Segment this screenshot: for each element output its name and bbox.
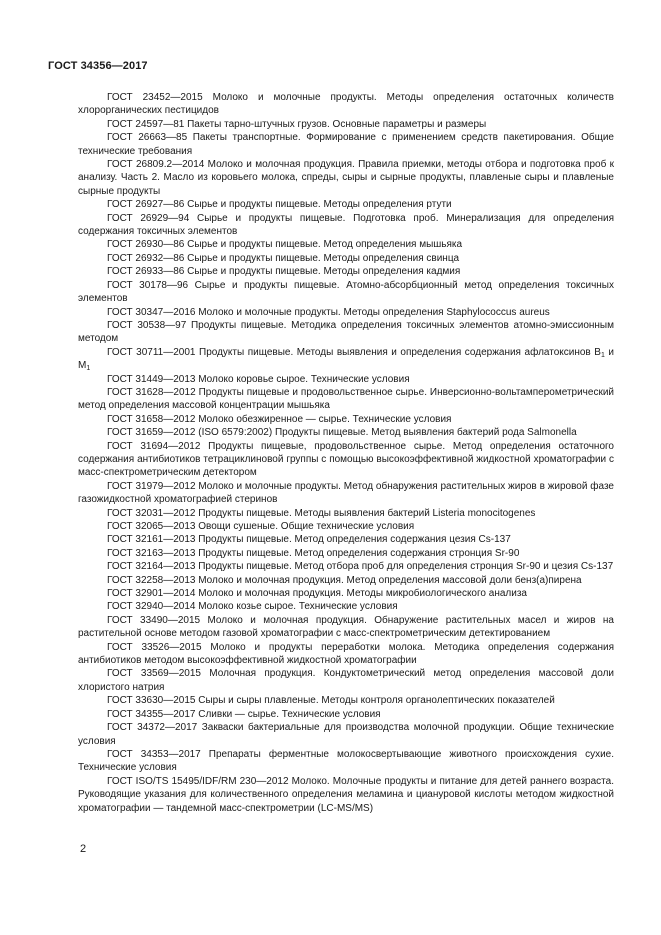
reference-item: ГОСТ 34372—2017 Закваски бактериальные для производства молочной продукции. Общие технические условия — [78, 722, 614, 747]
subscript-2: 1 — [86, 365, 91, 373]
reference-text: ГОСТ 30711—2001 Продукты пищевые. Методы выявления и определения содержания афлатоксинов B — [107, 346, 601, 358]
page-number: 2 — [80, 843, 87, 855]
reference-item: ГОСТ 33630—2015 Сыры и сыры плавленые. Методы контроля органолептических показателей — [107, 695, 555, 707]
reference-item: ГОСТ 31628—2012 Продукты пищевые и продовольственное сырье. Инверсионно-вольтамперометрический метод определения массовой концентрации мышьяка — [78, 386, 614, 412]
reference-item: ГОСТ 26663—85 Пакеты транспортные. Формирование с применением средств пакетирования. Общие технические требования — [78, 132, 614, 157]
reference-item: ГОСТ 24597—81 Пакеты тарно-штучных грузов. Основные параметры и размеры — [107, 118, 487, 130]
reference-item: ГОСТ 32940—2014 Молоко козье сырое. Технические условия — [107, 601, 398, 613]
reference-item: ГОСТ 23452—2015 Молоко и молочные продукты. Методы определения остаточных количеств хлорорганических пестицидов — [78, 92, 614, 117]
subscript-1: 1 — [600, 351, 605, 359]
reference-item: ГОСТ 33490—2015 Молоко и молочная продукция. Обнаружение растительных масел и жиров на растительной основе методом газовой хроматографии с масс-спектрометрическим детектированием — [78, 614, 614, 640]
reference-item: ГОСТ 30347—2016 Молоко и молочные продукты. Методы определения Staphylococcus aureus — [107, 306, 550, 318]
reference-item: ГОСТ 31659—2012 (ISO 6579:2002) Продукты пищевые. Метод выявления бактерий рода Salmonella — [107, 427, 577, 439]
document-header: ГОСТ 34356—2017 — [48, 60, 148, 72]
reference-item: ГОСТ 32161—2013 Продукты пищевые. Метод определения содержания цезия Cs-137 — [107, 534, 511, 546]
reference-item: ГОСТ 32901—2014 Молоко и молочная продукция. Методы микробиологического анализа — [107, 588, 527, 600]
reference-item: ГОСТ 33526—2015 Молоко и продукты переработки молока. Методика определения содержания антибиотиков методом высокоэффективной жидкостной хроматографии — [78, 641, 614, 667]
reference-item: ГОСТ 33569—2015 Молочная продукция. Кондуктометрический метод определения массовой доли хлористого натрия — [78, 668, 614, 693]
reference-item: ГОСТ 32065—2013 Овощи сушеные. Общие технические условия — [107, 521, 415, 532]
reference-item: ГОСТ 26809.2—2014 Молоко и молочная продукция. Правила приемки, методы отбора и подготовка проб к анализу. Часть 2. Масло из коровьего молока, спреды, сыры и сырные продукты, плавленые сыры и плавленые сырные продукты — [78, 159, 614, 197]
reference-item: ГОСТ 32164—2013 Продукты пищевые. Метод отбора проб для определения стронция Sr-90 и цезия Cs-137 — [107, 561, 614, 573]
reference-item: ГОСТ 26932—86 Сырье и продукты пищевые. Методы определения свинца — [107, 252, 460, 264]
reference-item: ГОСТ 31694—2012 Продукты пищевые, продовольственное сырье. Метод определения остаточного содержания антибиотиков тетрациклиновой группы с помощью высокоэффективной жидкостной хроматографии с масс-спектрометрическим детектором — [78, 440, 614, 479]
references-list — [78, 91, 614, 815]
reference-item: ГОСТ 31658—2012 Молоко обезжиренное — сырье. Технические условия — [107, 413, 452, 425]
reference-item: ГОСТ 32258—2013 Молоко и молочная продукция. Метод определения массовой доли бенз(а)пирена — [107, 574, 582, 586]
reference-item: ГОСТ 32031—2012 Продукты пищевые. Методы выявления бактерий Listeria monocitogenes — [107, 507, 536, 519]
reference-item: ГОСТ 31449—2013 Молоко коровье сырое. Технические условия — [107, 373, 410, 385]
reference-item: ГОСТ 30538—97 Продукты пищевые. Методика определения токсичных элементов атомно-эмиссионным методом — [78, 319, 614, 345]
reference-item: ГОСТ 26930—86 Сырье и продукты пищевые. Метод определения мышьяка — [107, 239, 463, 251]
reference-item: ГОСТ 30178—96 Сырье и продукты пищевые. Атомно-абсорбционный метод определения токсичных элементов — [78, 279, 614, 305]
reference-text-and: и M — [78, 346, 614, 372]
reference-item: ГОСТ 32163—2013 Продукты пищевые. Метод определения содержания стронция Sr-90 — [107, 547, 520, 559]
reference-item: ГОСТ 31979—2012 Молоко и молочные продукты. Метод обнаружения растительных жиров в жировой фазе газожидкостной хроматографией стеринов — [78, 480, 614, 506]
reference-item-aflatoxins — [78, 346, 614, 373]
reference-item: ГОСТ 26929—94 Сырье и продукты пищевые. Подготовка проб. Минерализация для определения содержания токсичных элементов — [78, 212, 614, 238]
reference-item: ГОСТ ISO/TS 15495/IDF/RM 230—2012 Молоко. Молочные продукты и питание для детей раннего возраста. Руководящие указания для количественного определения меламина и циануровой кислоты методом жидкостной хроматографии — тандемной масс-спектрометрии (LC-MS/MS) — [78, 775, 614, 814]
reference-item: ГОСТ 34353—2017 Препараты ферментные молокосвертывающие животного происхождения сухие. Технические условия — [78, 748, 614, 774]
reference-item: ГОСТ 26927—86 Сырье и продукты пищевые. Методы определения ртути — [107, 199, 452, 211]
reference-item: ГОСТ 34355—2017 Сливки — сырье. Технические условия — [107, 708, 381, 720]
reference-item: ГОСТ 26933—86 Сырье и продукты пищевые. Методы определения кадмия — [107, 266, 461, 278]
